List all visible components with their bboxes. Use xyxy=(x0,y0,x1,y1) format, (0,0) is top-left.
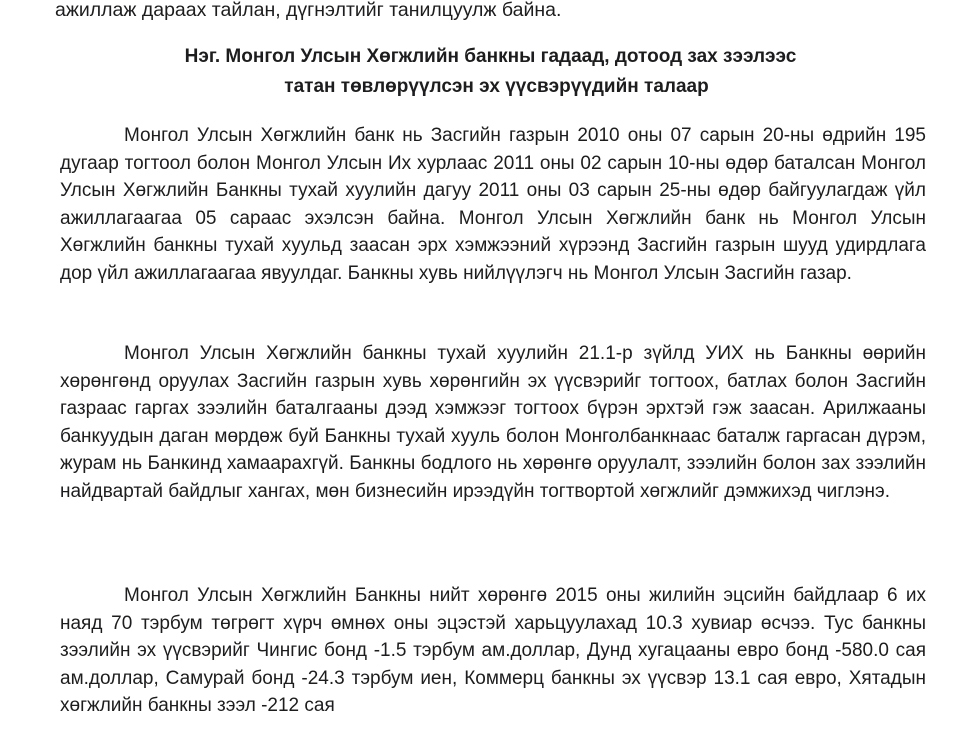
section-heading-line-1: Нэг. Монгол Улсын Хөгжлийн банкны гадаад, дотоод зах зээлээс xyxy=(184,46,797,67)
paragraph-3: Монгол Улсын Хөгжлийн Банкны нийт хөрөнгө 2015 оны жилийн эцсийн байдлаар 6 их наяд 70 тэрбум төгрөгт хүрч өмнөх оны эцэстэй харьцуулахад 10.3 хувиар өсчээ. Тус банкны зээлийн эх үүсвэрийг Чингис бонд -1.5 тэрбум ам.доллар, Дунд хугацааны евро бонд -580.0 сая ам.доллар, Самурай бонд -24.3 тэрбум иен, Коммерц банкны эх үүсвэр 13.1 сая евро, Хятадын хөгжлийн банкны зээл -212 сая xyxy=(60,585,926,717)
previous-text-line: ажиллаж дараах тайлан, дүгнэлтийг танилцуулж байна. xyxy=(55,0,562,21)
paragraph-2: Монгол Улсын Хөгжлийн банкны тухай хуулийн 21.1-р зүйлд УИХ нь Банкны өөрийн хөрөнгөнд оруулах Засгийн газрын хувь хөрөнгийн эх үүсвэрийг тогтоох, батлах болон Засгийн газраас гаргах зээлийн баталгааны дээд хэмжээг тогтоох бүрэн эрхтэй гэж заасан. Арилжааны банкуудын даган мөрдөж буй Банкны тухай хууль болон Монголбанкнаас баталж гаргасан дүрэм, журам нь Банкинд хамаарахгүй. Банкны бодлого нь хөрөнгө оруулалт, зээлийн болон зах зээлийн найдвартай байдлыг хангах, мөн бизнесийн ирээдүйн тогтвортой хөгжлийг дэмжихэд чиглэнэ. xyxy=(60,343,926,502)
section-heading-line-2: татан төвлөрүүлсэн эх үүсвэрүүдийн талаар xyxy=(284,76,709,97)
paragraph-1: Монгол Улсын Хөгжлийн банк нь Засгийн газрын 2010 оны 07 сарын 20-ны өдрийн 195 дугаар тогтоол болон Монгол Улсын Их хурлаас 2011 оны 02 сарын 10-ны өдөр баталсан Монгол Улсын Хөгжлийн Банкны тухай хуулийн дагуу 2011 оны 03 сарын 25-ны өдөр байгуулагдаж үйл ажиллагаагаа 05 сараас эхэлсэн байна. Монгол Улсын Хөгжлийн банк нь Монгол Улсын Хөгжлийн банкны тухай хуульд заасан эрх хэмжээний хүрээнд Засгийн газрын шууд удирдлага дор үйл ажиллагаагаа явуулдаг. Банкны хувь нийлүүлэгч нь Монгол Улсын Засгийн газар. xyxy=(60,125,926,284)
